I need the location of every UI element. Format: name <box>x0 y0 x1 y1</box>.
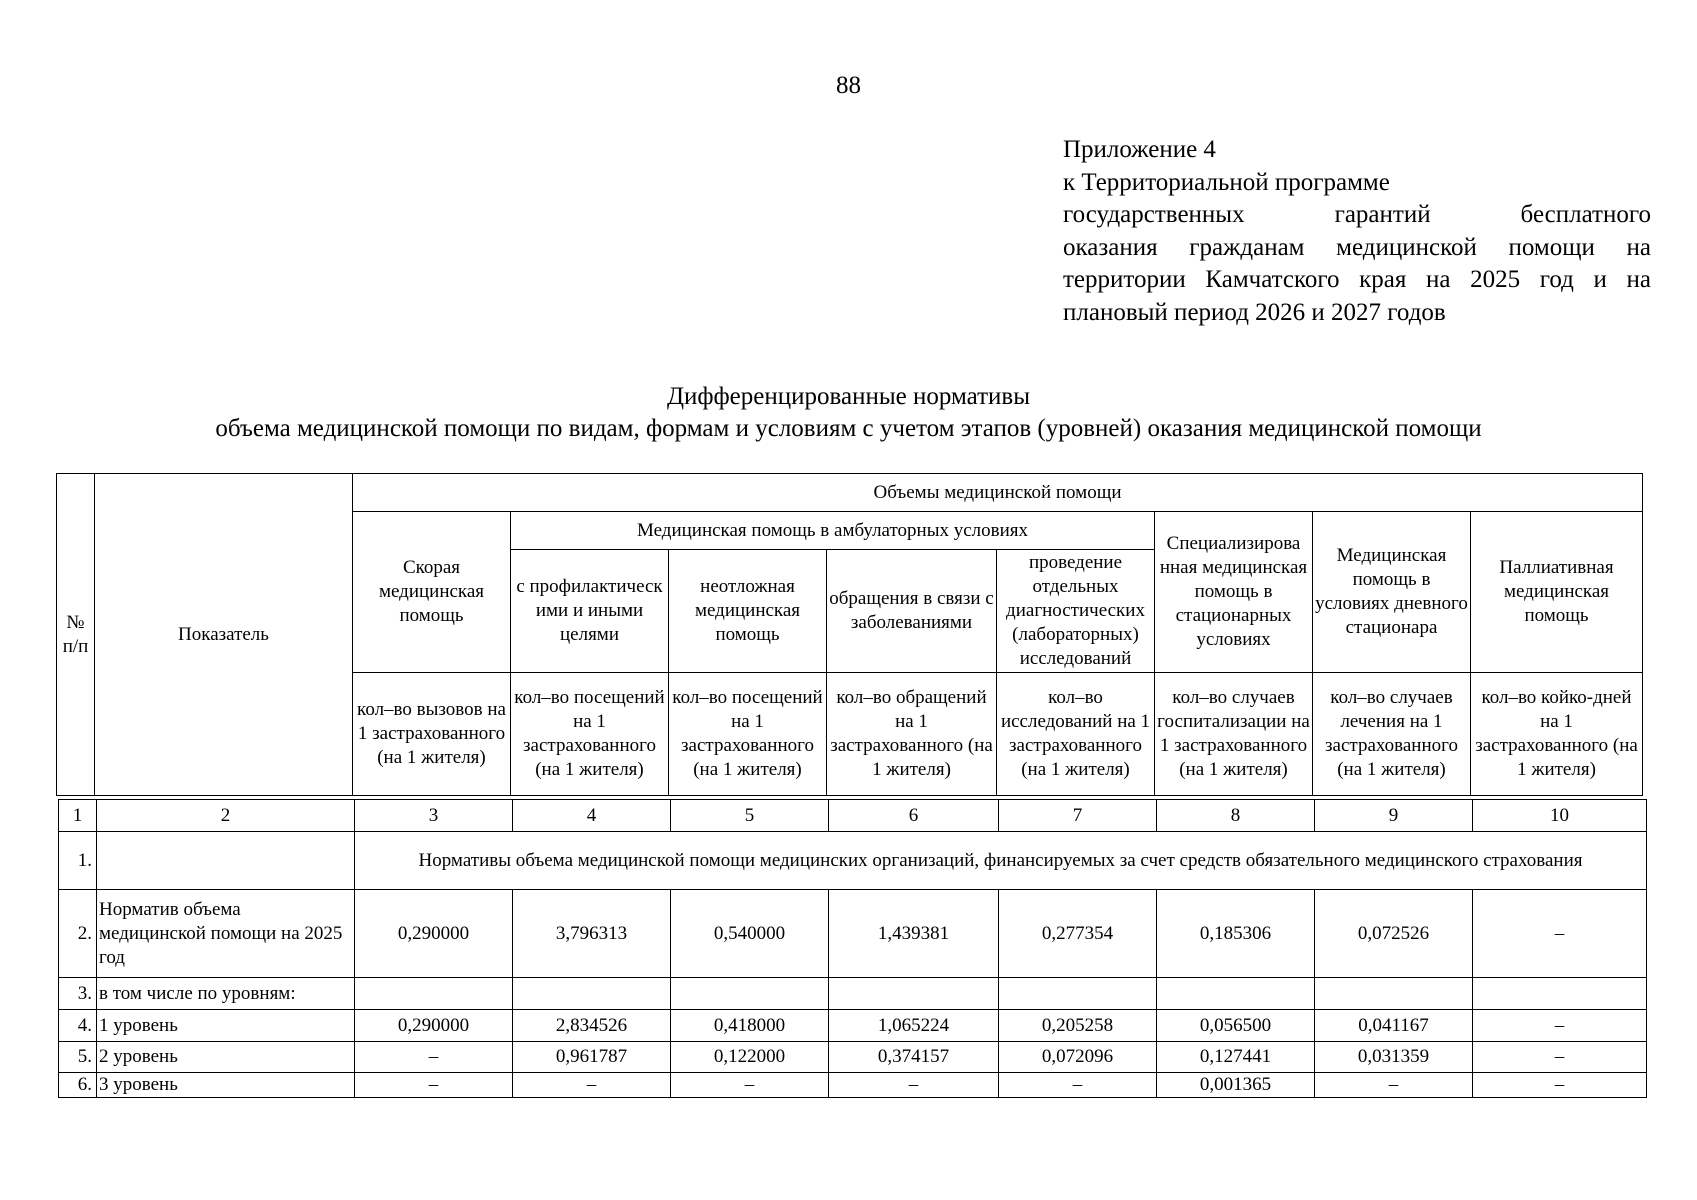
header-unit5: кол–во посещений на 1 застрахованного (на 1 жителя) <box>669 673 827 796</box>
row-value: 0,418000 <box>671 1010 829 1042</box>
header-unit3: кол–во вызовов на 1 застрахованного (на 1 жителя) <box>353 673 511 796</box>
header-col3: Скорая медицинская помощь <box>353 512 511 673</box>
row-value <box>1473 978 1647 1010</box>
colnum-9: 9 <box>1315 800 1473 832</box>
row-value: 0,072526 <box>1315 890 1473 978</box>
row-value: – <box>1473 1073 1647 1098</box>
header-col9: Медицинская помощь в условиях дневного стационара <box>1313 512 1471 673</box>
header-num: № п/п <box>57 474 95 796</box>
colnum-10: 10 <box>1473 800 1647 832</box>
row-value: 0,290000 <box>355 1010 513 1042</box>
colnum-4: 4 <box>513 800 671 832</box>
header-table <box>56 473 1643 796</box>
header-unit10: кол–во койко-дней на 1 застрахованного (на 1 жителя) <box>1471 673 1643 796</box>
row-value: – <box>1473 1010 1647 1042</box>
header-unit9: кол–во случаев лечения на 1 застрахованного (на 1 жителя) <box>1313 673 1471 796</box>
colnum-7: 7 <box>999 800 1157 832</box>
document-title <box>0 381 1697 445</box>
row-value <box>355 978 513 1010</box>
header-col5: неотложная медицинская помощь <box>669 550 827 673</box>
row-value: 3,796313 <box>513 890 671 978</box>
row-value: 1,065224 <box>829 1010 999 1042</box>
colnum-2: 2 <box>97 800 355 832</box>
row-value: – <box>513 1073 671 1098</box>
row-value: – <box>355 1042 513 1073</box>
row-value: 0,041167 <box>1315 1010 1473 1042</box>
row-num: 4. <box>59 1010 97 1042</box>
appendix-block <box>1063 134 1651 329</box>
row-value <box>513 978 671 1010</box>
section-row <box>59 832 1647 890</box>
row-value: – <box>999 1073 1157 1098</box>
colnum-1: 1 <box>59 800 97 832</box>
row-value <box>671 978 829 1010</box>
row-label: Норматив объема медицинской помощи на 2025 год <box>97 890 355 978</box>
colnum-3: 3 <box>355 800 513 832</box>
colnum-8: 8 <box>1157 800 1315 832</box>
header-ambulatory: Медицинская помощь в амбулаторных условиях <box>511 512 1155 550</box>
header-col8: Специализирова нная медицинская помощь в стационарных условиях <box>1155 512 1313 673</box>
row-value: – <box>1473 1042 1647 1073</box>
row-value: 0,001365 <box>1157 1073 1315 1098</box>
page-number: 88 <box>836 72 861 99</box>
header-unit6: кол–во обращений на 1 застрахованного (на 1 жителя) <box>827 673 997 796</box>
header-unit4: кол–во посещений на 1 застрахованного (на 1 жителя) <box>511 673 669 796</box>
appendix-line-4: оказания гражданам медицинской помощи на <box>1063 233 1651 261</box>
row-value: 0,122000 <box>671 1042 829 1073</box>
title-line-1: Дифференцированные нормативы <box>667 383 1030 410</box>
row-value <box>1157 978 1315 1010</box>
row-value: 0,374157 <box>829 1042 999 1073</box>
appendix-line-5: территории Камчатского края на 2025 год и на <box>1063 266 1651 293</box>
column-number-row <box>59 800 1647 832</box>
row-value: 0,072096 <box>999 1042 1157 1073</box>
table-row <box>59 1042 1647 1073</box>
appendix-line-6: плановый период 2026 и 2027 годов <box>1063 298 1446 326</box>
header-col6: обращения в связи с заболеваниями <box>827 550 997 673</box>
header-volumes: Объемы медицинской помощи <box>353 474 1643 512</box>
row-label: 3 уровень <box>97 1073 355 1098</box>
row-value: 0,290000 <box>355 890 513 978</box>
row-value <box>999 978 1157 1010</box>
row-label: в том числе по уровням: <box>97 978 355 1010</box>
header-indicator: Показатель <box>95 474 353 796</box>
row-num: 3. <box>59 978 97 1010</box>
row-value: 0,961787 <box>513 1042 671 1073</box>
row-value <box>829 978 999 1010</box>
row-value: 2,834526 <box>513 1010 671 1042</box>
colnum-5: 5 <box>671 800 829 832</box>
header-col10: Паллиативная медицинская помощь <box>1471 512 1643 673</box>
row-value: 0,205258 <box>999 1010 1157 1042</box>
section-num: 1. <box>59 832 97 890</box>
header-col4: с профилактическ ими и иными целями <box>511 550 669 673</box>
header-unit7: кол–во исследований на 1 застрахованного (на 1 жителя) <box>997 673 1155 796</box>
row-num: 2. <box>59 890 97 978</box>
table-row <box>59 1073 1647 1098</box>
row-value: – <box>1315 1073 1473 1098</box>
row-label: 1 уровень <box>97 1010 355 1042</box>
header-unit8: кол–во случаев госпитализации на 1 застрахованного (на 1 жителя) <box>1155 673 1313 796</box>
row-num: 5. <box>59 1042 97 1073</box>
row-value: – <box>355 1073 513 1098</box>
data-table <box>58 799 1647 1098</box>
section-title: Нормативы объема медицинской помощи медицинских организаций, финансируемых за счет средств обязательного медицинского страхования <box>355 832 1647 890</box>
title-line-2: объема медицинской помощи по видам, формам и условиям с учетом этапов (уровней) оказания медицинской помощи <box>215 415 1482 442</box>
row-value <box>1315 978 1473 1010</box>
row-value: – <box>671 1073 829 1098</box>
appendix-line-3: государственных гарантий бесплатного <box>1063 201 1651 228</box>
row-value: – <box>1473 890 1647 978</box>
table-row <box>59 978 1647 1010</box>
colnum-6: 6 <box>829 800 999 832</box>
table-row <box>59 890 1647 978</box>
row-value: 0,056500 <box>1157 1010 1315 1042</box>
row-label: 2 уровень <box>97 1042 355 1073</box>
row-value: 0,185306 <box>1157 890 1315 978</box>
row-value: 0,127441 <box>1157 1042 1315 1073</box>
row-num: 6. <box>59 1073 97 1098</box>
table-row <box>59 1010 1647 1042</box>
row-value: – <box>829 1073 999 1098</box>
row-value: 0,540000 <box>671 890 829 978</box>
row-value: 0,277354 <box>999 890 1157 978</box>
row-value: 1,439381 <box>829 890 999 978</box>
appendix-line-2: к Территориальной программе <box>1063 168 1390 196</box>
header-col7: проведение отдельных диагностических (лабораторных) исследований <box>997 550 1155 673</box>
section-empty-cell <box>97 832 355 890</box>
row-value: 0,031359 <box>1315 1042 1473 1073</box>
appendix-line-1: Приложение 4 <box>1063 136 1216 163</box>
